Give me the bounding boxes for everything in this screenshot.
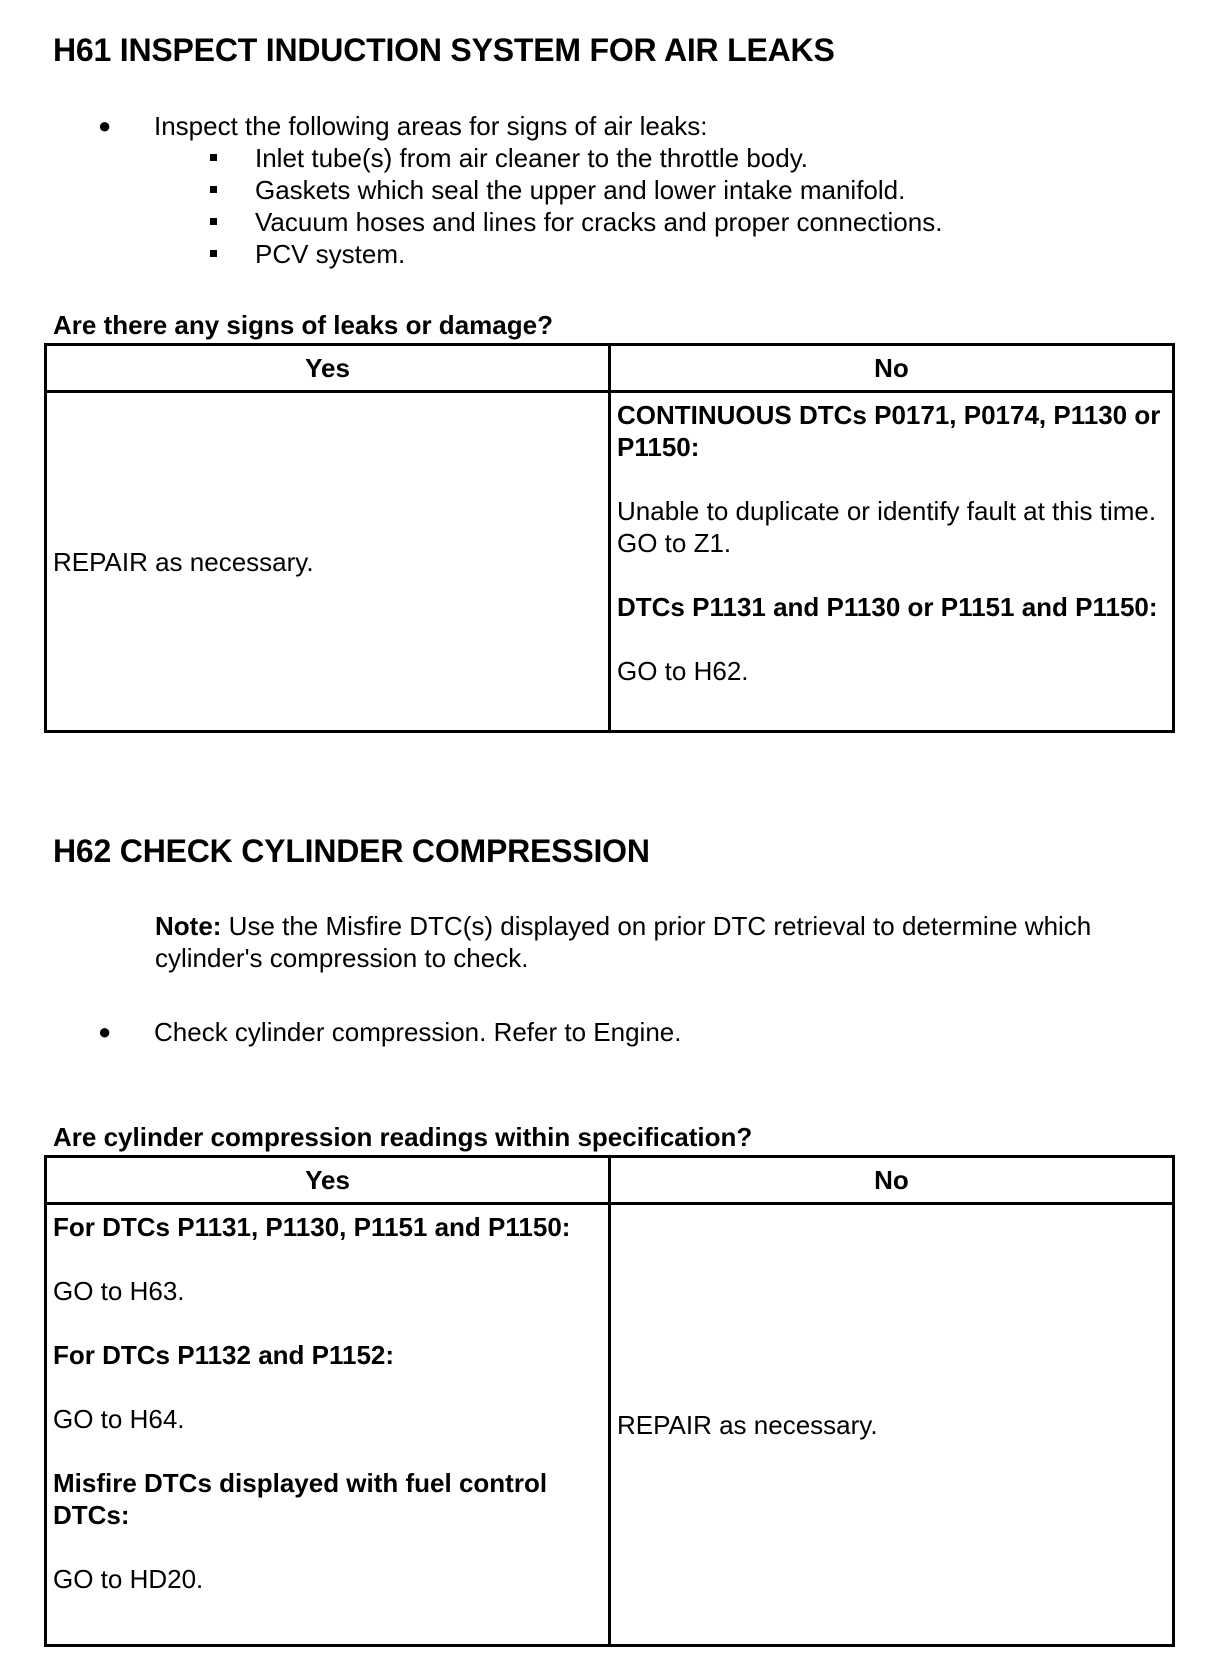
yes-column-header: Yes xyxy=(46,1157,610,1204)
sub-bullet-text: Gaskets which seal the upper and lower intake manifold. xyxy=(255,175,906,205)
square-bullet-icon xyxy=(210,250,217,257)
no-column-header: No xyxy=(610,1157,1174,1204)
note xyxy=(155,910,1165,974)
square-bullet-icon xyxy=(210,186,217,193)
yes-cell xyxy=(46,392,610,732)
square-bullet-icon xyxy=(210,218,217,225)
decision-table-h62 xyxy=(44,1155,1175,1647)
section-title-h61: H61 INSPECT INDUCTION SYSTEM FOR AIR LEAKS xyxy=(53,32,835,68)
square-bullet-icon xyxy=(210,154,217,161)
yes-action: GO to HD20. xyxy=(53,1564,204,1594)
yes-action: GO to H63. xyxy=(53,1276,185,1306)
question-h61: Are there any signs of leaks or damage? xyxy=(53,310,553,340)
no-column-header: No xyxy=(610,345,1174,392)
bullet-text: Check cylinder compression. Refer to Engine. xyxy=(154,1017,682,1047)
yes-action: GO to H64. xyxy=(53,1404,185,1434)
sub-bullet-text: Inlet tube(s) from air cleaner to the throttle body. xyxy=(255,143,809,173)
yes-heading: For DTCs P1131, P1130, P1151 and P1150: xyxy=(53,1212,571,1242)
yes-heading: Misfire DTCs displayed with fuel control DTCs: xyxy=(53,1468,548,1530)
question-h62: Are cylinder compression readings within specification? xyxy=(53,1122,753,1152)
note-text: Use the Misfire DTC(s) displayed on prior DTC retrieval to determine which cylinder's compression to check. xyxy=(155,911,1092,973)
yes-cell xyxy=(46,1204,610,1646)
yes-heading: For DTCs P1132 and P1152: xyxy=(53,1340,395,1370)
no-action: REPAIR as necessary. xyxy=(617,1409,878,1440)
no-action: GO to H62. xyxy=(617,656,749,686)
no-heading: DTCs P1131 and P1130 or P1151 and P1150: xyxy=(617,592,1158,622)
section-title-h62: H62 CHECK CYLINDER COMPRESSION xyxy=(53,833,650,869)
bullet-text: Inspect the following areas for signs of air leaks: xyxy=(154,111,708,141)
no-cell xyxy=(610,392,1174,732)
yes-action: REPAIR as necessary. xyxy=(53,546,314,577)
bullet-icon: ● xyxy=(98,113,112,138)
decision-table-h61 xyxy=(44,343,1175,733)
no-action: Unable to duplicate or identify fault at this time. GO to Z1. xyxy=(617,496,1157,558)
yes-column-header: Yes xyxy=(46,345,610,392)
no-cell xyxy=(610,1204,1174,1646)
sub-bullet-text: Vacuum hoses and lines for cracks and proper connections. xyxy=(255,207,943,237)
bullet-icon: ● xyxy=(98,1019,112,1044)
sub-bullet-text: PCV system. xyxy=(255,239,406,269)
no-heading: CONTINUOUS DTCs P0171, P0174, P1130 or P1150: xyxy=(617,400,1161,462)
note-label: Note: xyxy=(155,911,222,941)
